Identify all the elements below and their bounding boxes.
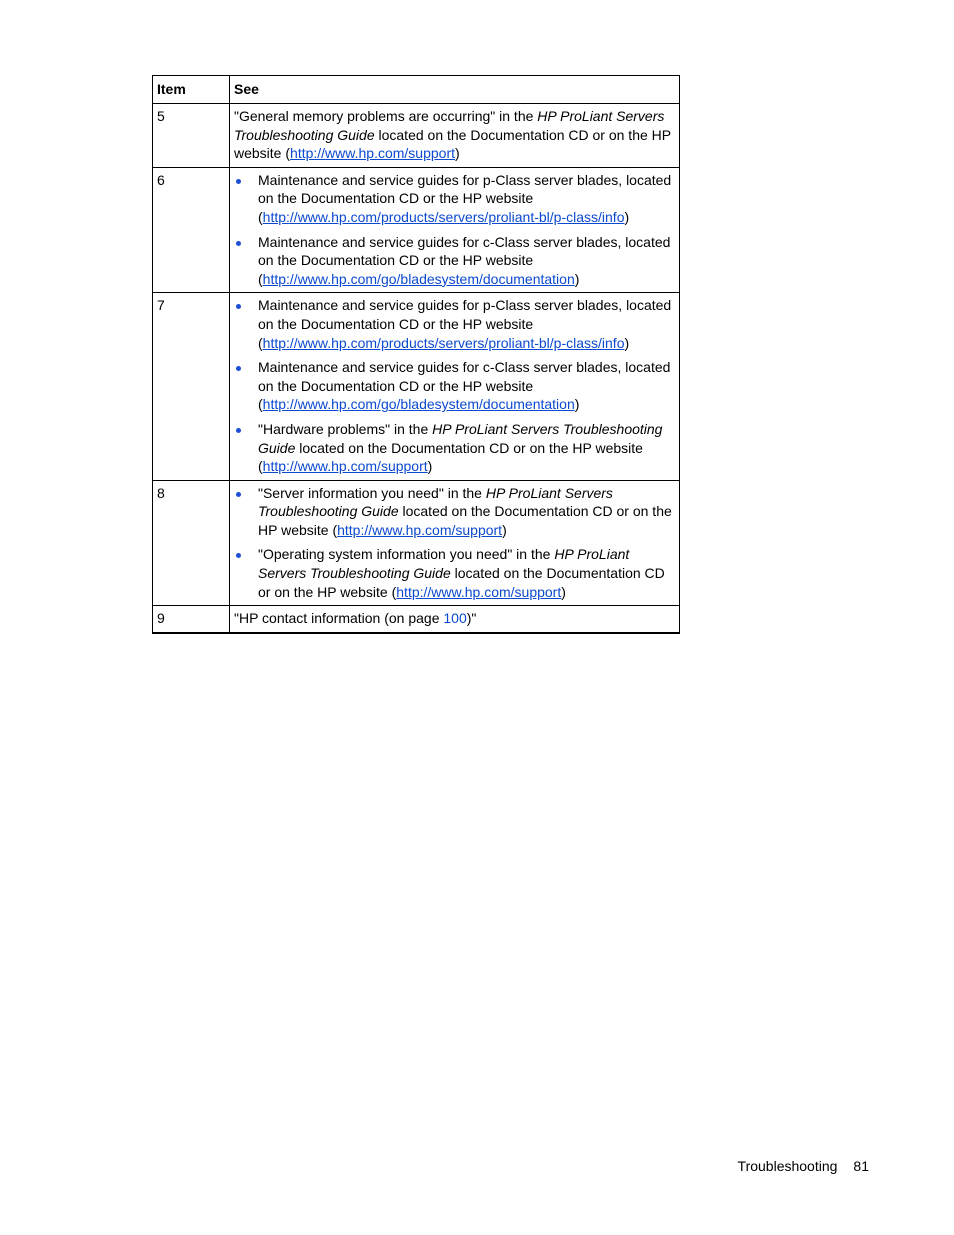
bullet-list <box>234 171 675 289</box>
text: )" <box>466 610 477 627</box>
see-cell <box>230 167 680 293</box>
text: "HP contact information (on page <box>234 610 444 627</box>
text: Maintenance and service guides for c-Class server blades, located on the Documentation CD or the HP website ( <box>258 359 671 413</box>
bullet-icon <box>236 179 241 184</box>
text: "Hardware problems" in the <box>258 420 433 437</box>
bullet-list <box>234 296 675 475</box>
text: ) <box>624 334 630 351</box>
bullet-list <box>234 484 675 602</box>
bullet-icon <box>236 553 241 558</box>
text: Maintenance and service guides for p-Class server blades, located on the Documentation CD or the HP website ( <box>258 297 672 351</box>
list-item <box>234 171 675 227</box>
support-link[interactable]: http://www.hp.com/support <box>396 583 562 600</box>
page-reference-link[interactable]: 100 <box>443 610 467 627</box>
table-row <box>153 480 680 606</box>
list-item <box>234 484 675 540</box>
see-cell <box>230 606 680 633</box>
bullet-icon <box>236 304 241 309</box>
page-number: 81 <box>853 1158 869 1174</box>
guide-title: HP ProLiant Servers Troubleshooting Guide <box>234 108 665 143</box>
see-cell <box>230 480 680 606</box>
list-item <box>234 296 675 352</box>
bladesystem-docs-link[interactable]: http://www.hp.com/go/bladesystem/documentation <box>262 396 575 413</box>
item-number: 8 <box>153 480 230 606</box>
list-item <box>234 358 675 414</box>
p-class-info-link[interactable]: http://www.hp.com/products/servers/proliant-bl/p-class/info <box>262 334 625 351</box>
table-row <box>153 167 680 293</box>
text: ) <box>455 145 460 162</box>
guide-title: HP ProLiant Servers Troubleshooting Guide <box>258 420 663 456</box>
text: Maintenance and service guides for c-Class server blades, located on the Documentation CD or the HP website ( <box>258 233 671 287</box>
table-row <box>153 293 680 480</box>
guide-title: HP ProLiant Servers Troubleshooting Guide <box>258 484 613 520</box>
support-link[interactable]: http://www.hp.com/support <box>262 458 428 475</box>
bladesystem-docs-link[interactable]: http://www.hp.com/go/bladesystem/documentation <box>262 270 575 287</box>
see-cell <box>230 293 680 480</box>
text: ) <box>427 458 433 475</box>
header-item: Item <box>153 76 230 104</box>
table-row <box>153 104 680 168</box>
item-number: 7 <box>153 293 230 480</box>
page-footer <box>738 1158 869 1174</box>
bullet-icon <box>236 366 241 371</box>
list-item <box>234 545 675 601</box>
item-number: 5 <box>153 104 230 168</box>
list-item <box>234 233 675 289</box>
bullet-icon <box>236 241 241 246</box>
table-header-row <box>153 76 680 104</box>
text: "Operating system information you need" in the <box>258 546 555 563</box>
text: ) <box>502 521 507 538</box>
item-number: 6 <box>153 167 230 293</box>
list-item <box>234 420 675 476</box>
reference-table-container <box>152 75 679 634</box>
support-link[interactable]: http://www.hp.com/support <box>290 145 455 162</box>
text: ) <box>561 583 566 600</box>
bullet-icon <box>236 428 241 433</box>
table-row <box>153 606 680 633</box>
support-link[interactable]: http://www.hp.com/support <box>337 521 503 538</box>
reference-table <box>152 75 680 634</box>
text: located on the Documentation CD or on the HP website ( <box>234 126 671 162</box>
text: located on the Documentation CD or on the HP website ( <box>258 565 665 600</box>
item-number: 9 <box>153 606 230 633</box>
text: located on the Documentation CD or on the HP website ( <box>258 503 672 538</box>
text: located on the Documentation CD or on the HP website ( <box>258 439 643 475</box>
bullet-icon <box>236 492 241 497</box>
header-see: See <box>230 76 680 104</box>
text: "Server information you need" in the <box>258 484 486 501</box>
text: Maintenance and service guides for p-Class server blades, located on the Documentation CD or the HP website ( <box>258 171 672 225</box>
guide-title: HP ProLiant Servers Troubleshooting Guide <box>258 546 630 582</box>
p-class-info-link[interactable]: http://www.hp.com/products/servers/proliant-bl/p-class/info <box>262 208 625 225</box>
see-cell <box>230 104 680 168</box>
text: "General memory problems are occurring" in the <box>234 108 538 124</box>
footer-section-title: Troubleshooting <box>737 1158 838 1174</box>
text: ) <box>574 396 580 413</box>
text: ) <box>624 208 630 225</box>
text: ) <box>574 270 580 287</box>
